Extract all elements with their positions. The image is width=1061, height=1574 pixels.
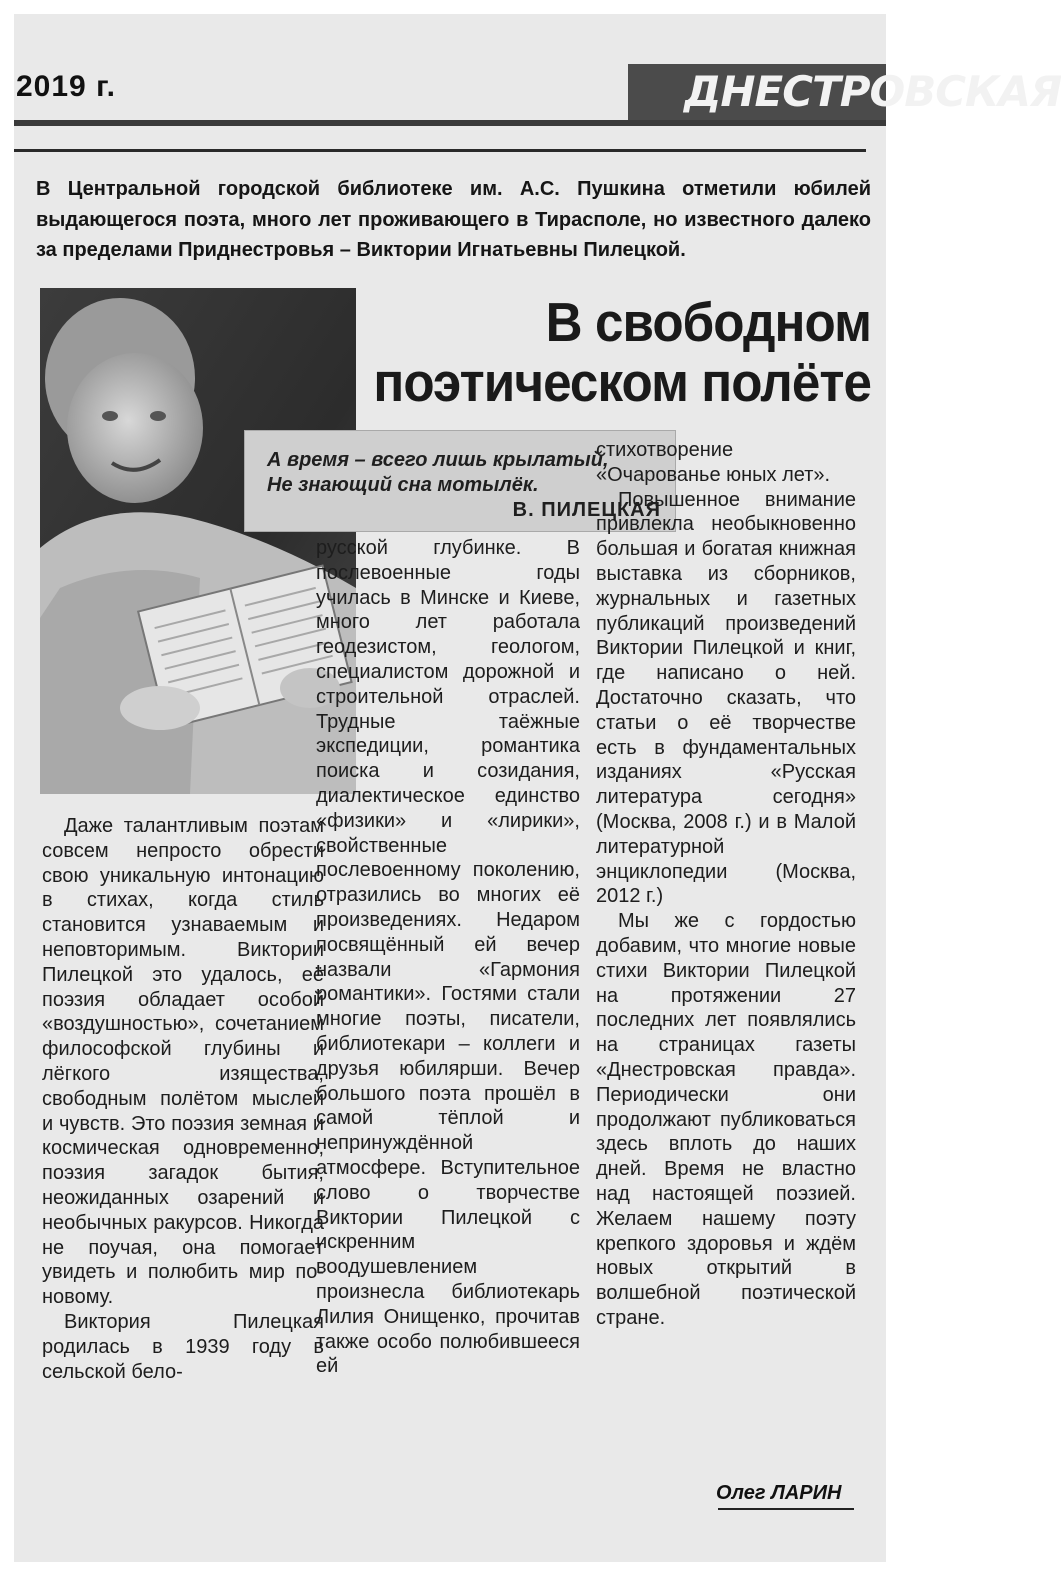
epigraph-line-2: Не знающий сна мотылёк.	[267, 474, 539, 496]
headline-line-1: В свободном	[545, 291, 871, 353]
paragraph: Даже талантливым поэтам совсем непросто обрести свою уникальную интонацию в стихах, когда стиль становится узнаваемым и неповторимым. Виктории Пилецкой это удалось, её поэзия обладает особой «воздушностью», сочетанием философской глубины и лёгкого изящества, свободным полётом мыслей и чувств. Это поэзия земная и космическая одновременно, поэзия загадок бытия, неожиданных озарений и необычных ракурсов. Никогда не поучая, она помогает увидеть и полюбить мир по-новому.	[42, 815, 324, 1309]
paper-name: ДНЕСТРОВСКАЯ	[684, 67, 1061, 116]
paragraph: Мы же с гордостью добавим, что многие новые стихи Виктории Пилецкой на протяжении 27 последних лет появлялись на страницах газеты «Днестровская правда». Периодически они продолжают публиковаться здесь вплоть до наших дней. Время не властно над настоящей поэзией. Желаем нашему поэту крепкого здоровья и ждём новых открытий в волшебной поэтической стране.	[596, 910, 856, 1329]
epigraph-author: В. ПИЛЕЦКАЯ	[512, 499, 661, 521]
masthead	[14, 64, 1061, 126]
masthead-rule	[14, 120, 886, 126]
newspaper-page	[14, 14, 1061, 1562]
issue-year: 2019 г.	[16, 70, 116, 103]
paragraph: стихотворение «Очарованье юных лет».	[596, 439, 831, 486]
paragraph: русской глубинке. В послевоенные годы училась в Минске и Киеве, много лет работала геодезистом, геологом, специалистом дорожной и строительной отраслей. Трудные таёжные экспедиции, романтика поиска и созидания, диалектическое единство «физики» и «лирики», свойственные послевоенному поколению, отразились во многих её произведениях. Недаром посвящённый ей вечер назвали «Гармония романтики». Гостями стали многие поэты, писатели, библиотекари – коллеги и друзья юбилярши. Вечер большого поэта прошёл в самой тёплой и непринуждённой атмосфере. Вступительное слово о творчестве Виктории Пилецкой с искренним воодушевлением произнесла библиотекарь Лилия Онищенко, прочитав также особо полюбившееся ей	[316, 537, 580, 1378]
section-rule	[14, 149, 866, 152]
byline-rule	[718, 1508, 854, 1510]
headline-line-2: поэтическом полёте	[373, 351, 871, 413]
poet-photo	[40, 288, 356, 794]
paragraph: Повышенное внимание привлекла необыкновенно большая и богатая книжная выставка из сборников, журнальных и газетных публикаций произведений Виктории Пилецкой и книг, где написано о ней. Достаточно сказать, что статьи о её творчестве есть в фундаментальных изданиях «Русская литература сегодня» (Москва, 2008 г.) и в Малой литературной энциклопедии (Москва, 2012 г.)	[596, 488, 856, 908]
article-headline	[318, 292, 871, 412]
epigraph-line-1: А время – всего лишь крылатый,	[267, 449, 609, 471]
article-lead: В Центральной городской библиотеке им. А.С. Пушкина отметили юбилей выдающегося поэта, много лет проживающего в Тирасполе, но известного далеко за пределами Приднестровья – Виктории Игнатьевны Пилецкой.	[36, 178, 871, 261]
article-column-1	[42, 814, 324, 1384]
paper-name-box	[628, 64, 1061, 120]
author-byline: Олег ЛАРИН	[716, 1482, 842, 1504]
article-column-3	[596, 438, 856, 1331]
article-column-2	[316, 536, 580, 1379]
paragraph: Виктория Пилецкая родилась в 1939 году в сельской бело-	[42, 1310, 324, 1383]
